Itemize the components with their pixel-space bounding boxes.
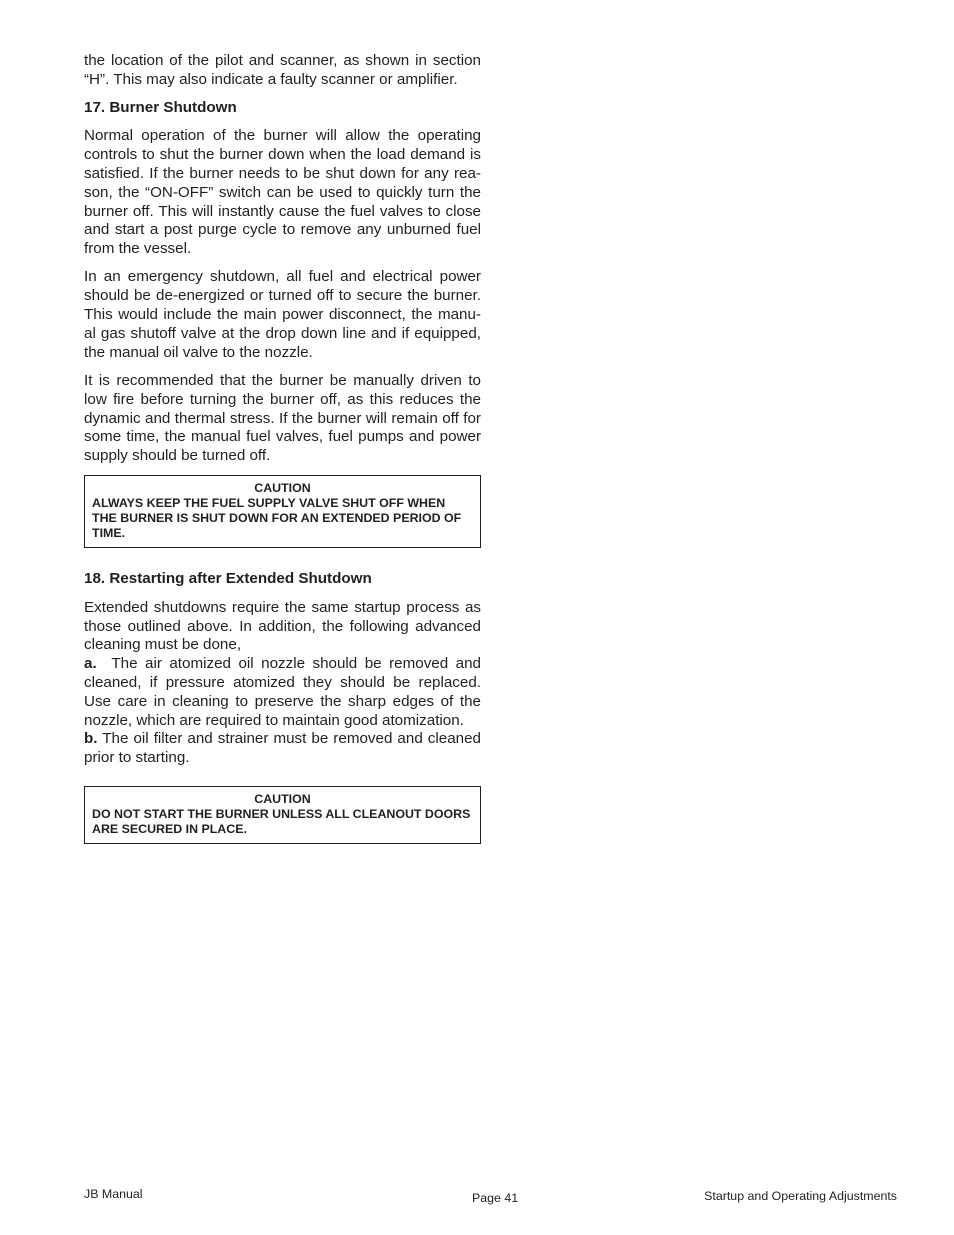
caution-text: ALWAYS KEEP THE FUEL SUPPLY VALVE SHUT OFF WHEN THE BURNER IS SHUT DOWN FOR AN EXTENDED PERIOD OF TIME. xyxy=(92,496,462,541)
section-18-item-a xyxy=(84,655,481,730)
caution-text: DO NOT START THE BURNER UNLESS ALL CLEANOUT DOORS ARE SECURED IN PLACE. xyxy=(92,806,471,836)
item-b-label: b. xyxy=(84,730,98,748)
item-a-text: The air atomized oil nozzle should be removed and cleaned, if pressure atomized they should be replaced. Use care in cleaning to preserve the sharp edges of the nozzle, which are required to maintain good atomization. xyxy=(84,655,481,729)
section-17-paragraph-1: Normal operation of the burner will allow the operating controls to shut the burner down when the load demand is satisfied. If the burner needs to be shut down for any rea-son, the “ON-OFF” switch can be used to quickly turn the burner off. This will instantly cause the fuel valves to close and start a post purge cycle to remove any unburned fuel from the vessel. xyxy=(84,127,481,258)
footer-right: Startup and Operating Adjustments xyxy=(704,1189,897,1203)
footer-left: JB Manual xyxy=(84,1187,143,1201)
section-18-intro: Extended shutdowns require the same startup process as those outlined above. In addition, the following advanced cleaning must be done, xyxy=(84,598,481,654)
caution-box-fuel-supply xyxy=(84,475,481,548)
caution-title: CAUTION xyxy=(254,791,311,806)
item-a-label: a. xyxy=(84,655,97,673)
intro-paragraph: the location of the pilot and scanner, as shown in section “H”. This may also indicate a faulty scanner or amplifier. xyxy=(84,52,481,88)
section-17-paragraph-2: In an emergency shutdown, all fuel and electrical power should be de-energized or turned off to secure the burner. This would include the main power disconnect, the manu-al gas shutoff valve at the drop down line and if equipped, the manual oil valve to the nozzle. xyxy=(84,268,481,361)
section-17-paragraph-3: It is recommended that the burner be manually driven to low fire before turning the burner off, as this reduces the dynamic and thermal stress. If the burner will remain off for some time, the manual fuel valves, fuel pumps and power supply should be turned off. xyxy=(84,371,481,465)
text-column xyxy=(84,52,481,853)
caution-title: CAUTION xyxy=(254,481,311,496)
caution-box-cleanout-doors xyxy=(84,786,481,844)
section-17-heading: 17. Burner Shutdown xyxy=(84,99,237,117)
item-b-text: The oil filter and strainer must be removed and cleaned prior to starting. xyxy=(84,730,481,767)
footer-page-number: Page 41 xyxy=(472,1191,519,1205)
section-18-heading: 18. Restarting after Extended Shutdown xyxy=(84,570,372,588)
section-18-item-b xyxy=(84,730,481,768)
